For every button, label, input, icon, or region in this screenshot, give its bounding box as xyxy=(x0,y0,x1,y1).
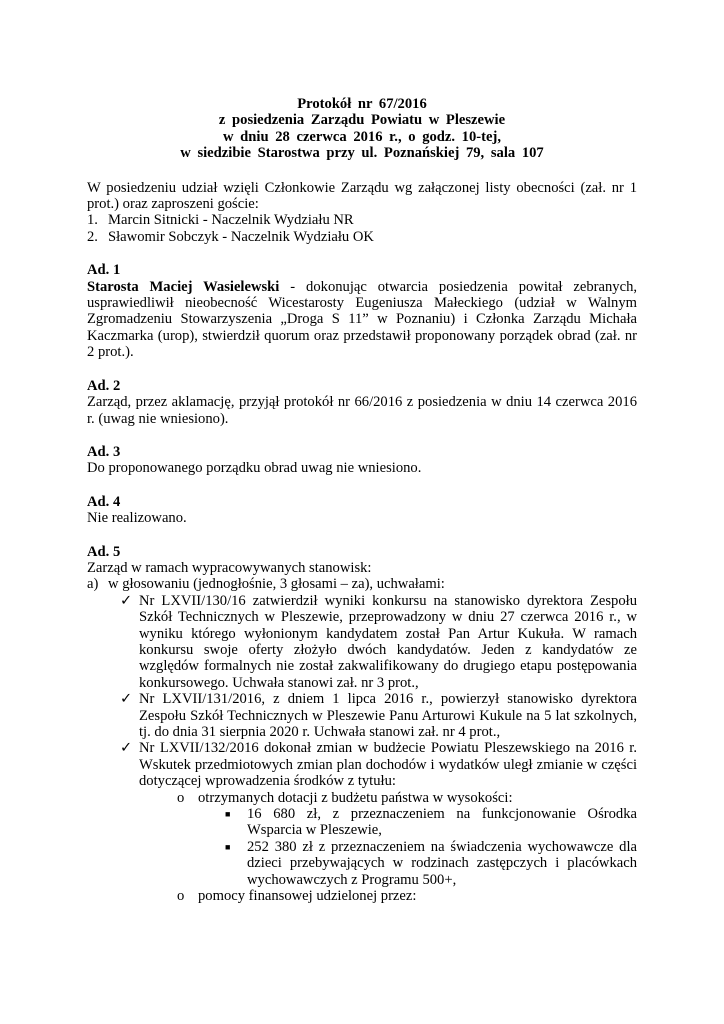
sub-sub-item: ■ 252 380 zł z przeznaczeniem na świadczenia wychowawcze dla dzieci przebywających w rodzinach zastępczych i placówkach wychowawczych z Programu 500+, xyxy=(225,838,637,888)
checkmark-icon: ✓ xyxy=(120,691,133,708)
guest-item: 1. Marcin Sitnicki - Naczelnik Wydziału NR xyxy=(87,212,354,229)
ad4-paragraph: Nie realizowano. xyxy=(87,510,187,527)
resolution-item: ✓ Nr LXVII/132/2016 dokonał zmian w budżecie Powiatu Pleszewskiego na 2016 r. Wskutek przedmiotowych zmian plan dochodów i wydatków uległ zmianie w części dotyczącej wprowadzenia środków z tytułu: xyxy=(120,740,637,790)
resolution-item: ✓ Nr LXVII/130/16 zatwierdził wyniki konkursu na stanowisko dyrektora Zespołu Szkół Technicznych w Pleszewie, przeprowadzony w dniu 27 czerwca 2016 r., w wyniku którego wyłonionym kandydatem został Pan Artur Kukuła. W ramach konkursu swoje oferty złożyło dwóch kandydatów. Jeden z kandydatów ze względów formalnych nie został zakwalifikowany do drugiego etapu postępowania konkursowego. Uchwała stanowi zał. nr 3 prot., xyxy=(120,592,637,691)
title-line-4: w siedzibie Starostwa przy ul. Poznańskiej 79, sala 107 xyxy=(180,145,544,162)
resolution-item: ✓ Nr LXVII/131/2016, z dniem 1 lipca 2016 r., powierzył stanowisko dyrektora Zespołu Szkół Technicznych w Pleszewie Panu Arturowi Kukule na 5 lat szkolnych, tj. do dnia 31 sierpnia 2020 r. Uchwała stanowi zał. nr 4 prot., xyxy=(120,691,637,740)
circle-bullet-icon: o xyxy=(177,888,185,905)
ad1-paragraph: Starosta Maciej Wasielewski - dokonując otwarcia posiedzenia powitał zebranych, usprawiedliwił nieobecność Wicestarosty Eugeniusza Małeckiego (udział w Walnym Zgromadzeniu Stowarzyszenia „Droga S 11” w Poznaniu) i Członka Zarządu Michała Kaczmarka (urop), stwierdził quorum oraz przedstawił proponowany porządek obrad (zał. nr 2 prot.). xyxy=(87,278,638,361)
ad2-paragraph: Zarząd, przez aklamację, przyjął protokół nr 66/2016 z posiedzenia w dniu 14 czerwca 2016 r. (uwag nie wniesiono). xyxy=(87,394,637,427)
ad5-intro: Zarząd w ramach wypracowywanych stanowisk: xyxy=(87,559,372,576)
ad1-heading: Ad. 1 xyxy=(87,262,121,279)
sub-sub-item: ■ 16 680 zł, z przeznaczeniem na funkcjonowanie Ośrodka Wsparcia w Pleszewie, xyxy=(225,806,637,839)
square-bullet-icon: ■ xyxy=(225,841,231,852)
document-title xyxy=(87,96,637,162)
ad2-heading: Ad. 2 xyxy=(87,377,121,394)
intro-paragraph: W posiedzeniu udział wzięli Członkowie Zarządu wg załączonej listy obecności (zał. nr 1 prot.) oraz zaproszeni goście: xyxy=(87,179,637,213)
document-page xyxy=(87,96,637,904)
ad4-heading: Ad. 4 xyxy=(87,493,121,510)
guest-name: Marcin Sitnicki - Naczelnik Wydziału NR xyxy=(108,212,354,229)
guest-item: 2. Sławomir Sobczyk - Naczelnik Wydziału OK xyxy=(87,228,374,245)
ad3-heading: Ad. 3 xyxy=(87,443,121,460)
ad3-paragraph: Do proponowanego porządku obrad uwag nie wniesiono. xyxy=(87,460,422,477)
ad5-heading: Ad. 5 xyxy=(87,543,121,560)
circle-bullet-icon: o xyxy=(177,789,185,806)
title-line-2: z posiedzenia Zarządu Powiatu w Pleszewie xyxy=(218,112,506,129)
checkmark-icon: ✓ xyxy=(120,592,133,609)
checkmark-icon: ✓ xyxy=(120,740,133,757)
ad1-speaker: Starosta Maciej Wasielewski xyxy=(87,278,280,295)
title-line-1: Protokół nr 67/2016 xyxy=(297,96,427,112)
ad5-point-a: a) w głosowaniu (jednogłośnie, 3 głosami – za), uchwałami: xyxy=(87,576,445,593)
square-bullet-icon: ■ xyxy=(225,809,231,820)
title-line-3: w dniu 28 czerwca 2016 r., o godz. 10-tej, xyxy=(222,128,501,145)
sub-item: o pomocy finansowej udzielonej przez: xyxy=(177,888,417,905)
sub-item: o otrzymanych dotacji z budżetu państwa w wysokości: xyxy=(177,789,513,806)
guest-name: Sławomir Sobczyk - Naczelnik Wydziału OK xyxy=(108,228,374,245)
